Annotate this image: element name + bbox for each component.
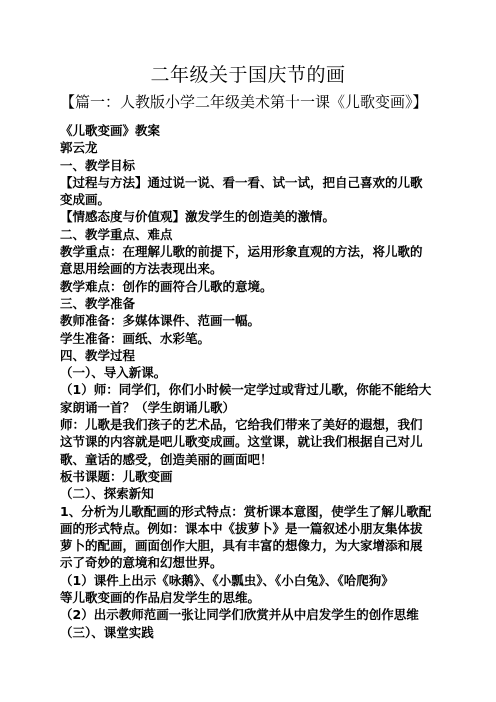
- document-line: 变成画。: [60, 192, 111, 208]
- document-line: （一）、导入新课。: [60, 365, 167, 381]
- document-line: 四、教学过程: [60, 347, 136, 363]
- document-line: 【过程与方法】通过说一说、看一看、试一试，把自己喜欢的儿歌: [60, 174, 423, 190]
- document-title: 二年级关于国庆节的画: [150, 64, 346, 86]
- document-line: 二、教学重点、难点: [60, 226, 173, 242]
- document-line: 等儿歌变画的作品启发学生的思维。: [60, 590, 261, 606]
- document-line: 歌、童话的感受，创造美丽的画面吧！: [60, 451, 273, 467]
- document-line: 师：儿歌是我们孩子的艺术品，它给我们带来了美好的遐想，我们: [60, 417, 423, 433]
- document-line: （1）课件上出示《咏鹅》、《小瓢虫》、《小白兔》、《哈爬狗》: [60, 572, 394, 588]
- document-line: （2）出示教师范画一张让同学们欣赏并从中启发学生的创作思维: [60, 607, 419, 623]
- document-line: 郭云龙: [60, 140, 98, 156]
- document-line: （三）、课堂实践: [60, 624, 154, 640]
- document-line: 学生准备：画纸、水彩笔。: [60, 330, 211, 346]
- document-line: （1）师：同学们，你们小时候一定学过或背过儿歌，你能不能给大: [60, 382, 432, 398]
- document-line: 示了奇妙的意境和幻想世界。: [60, 555, 223, 571]
- document-line: 《儿歌变画》教案: [60, 123, 161, 138]
- document-line: 萝卜的配画，画面创作大胆，具有丰富的想像力，为大家增添和展: [60, 538, 423, 554]
- document-line: 教学重点：在理解儿歌的前提下，运用形象直观的方法，将儿歌的: [60, 244, 423, 260]
- document-line: 意思用绘画的方法表现出来。: [60, 261, 223, 277]
- document-line: 这节课的内容就是吧儿歌变成画。这堂课，就让我们根据自己对儿: [60, 434, 423, 450]
- document-line: 板书课题：儿歌变画: [60, 468, 173, 484]
- document-line: （二）、探索新知: [60, 486, 154, 502]
- document-line: 三、教学准备: [60, 295, 136, 311]
- document-line: 【情感态度与价值观】激发学生的创造美的激情。: [60, 209, 336, 225]
- document-line: 家朗诵一首？（学生朗诵儿歌）: [60, 399, 236, 415]
- document-body: [60, 122, 440, 641]
- document-line: 一、教学目标: [60, 157, 136, 173]
- document-line: 教师准备：多媒体课件、范画一幅。: [60, 313, 261, 329]
- document-subtitle: 【篇一：人教版小学二年级美术第十一课《儿歌变画》】: [60, 93, 428, 111]
- document-line: 教学难点：创作的画符合儿歌的意境。: [60, 278, 273, 294]
- document-line: 画的形式特点。例如：课本中《拔萝卜》是一篇叙述小朋友集体拔: [60, 520, 423, 536]
- document-line: 1、分析为儿歌配画的形式特点：赏析课本意图，使学生了解儿歌配: [60, 503, 432, 519]
